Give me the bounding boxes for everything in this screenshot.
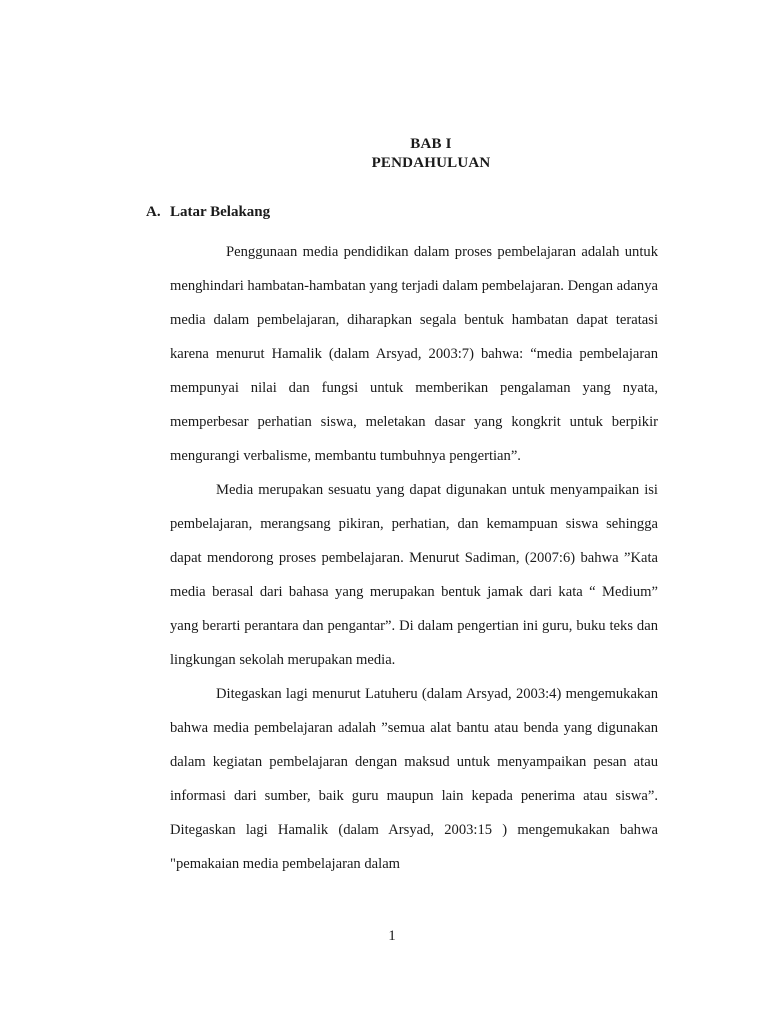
section-title: Latar Belakang: [170, 204, 271, 220]
paragraph: Penggunaan media pendidikan dalam proses pembelajaran adalah untuk menghindari hambatan-hambatan yang terjadi dalam pembelajaran. Dengan adanya media dalam pembelajaran, diharapkan segala bentuk hambatan dapat teratasi karena menurut Hamalik (dalam Arsyad, 2003:7) bahwa: “media pembelajaran mempunyai nilai dan fungsi untuk memberikan pengalaman yang nyata, memperbesar perhatian siswa, meletakan dasar yang kongkrit untuk berpikir mengurangi verbalisme, membantu tumbuhnya pengertian”.: [170, 244, 658, 464]
paragraph: Media merupakan sesuatu yang dapat digunakan untuk menyampaikan isi pembelajaran, merangsang pikiran, perhatian, dan kemampuan siswa sehingga dapat mendorong proses pembelajaran. Menurut Sadiman, (2007:6) bahwa ”Kata media berasal dari bahasa yang merupakan bentuk jamak dari kata “ Medium” yang berarti perantara dan pengantar”. Di dalam pengertian ini guru, buku teks dan lingkungan sekolah merupakan media.: [170, 482, 658, 668]
chapter-title: PENDAHULUAN: [371, 155, 491, 171]
chapter-number: BAB I: [410, 136, 452, 152]
section-heading: [146, 204, 270, 221]
page-number: 1: [388, 928, 396, 944]
body-text: [170, 235, 658, 881]
paragraph: Ditegaskan lagi menurut Latuheru (dalam Arsyad, 2003:4) mengemukakan bahwa media pembelajaran adalah ”semua alat bantu atau benda yang digunakan dalam kegiatan pembelajaran dengan maksud untuk menyampaikan pesan atau informasi dari sumber, baik guru maupun lain kepada penerima atau siswa”. Ditegaskan lagi Hamalik (dalam Arsyad, 2003:15 ) mengemukakan bahwa "pemakaian media pembelajaran dalam: [170, 686, 658, 872]
section-letter: A.: [146, 204, 161, 220]
